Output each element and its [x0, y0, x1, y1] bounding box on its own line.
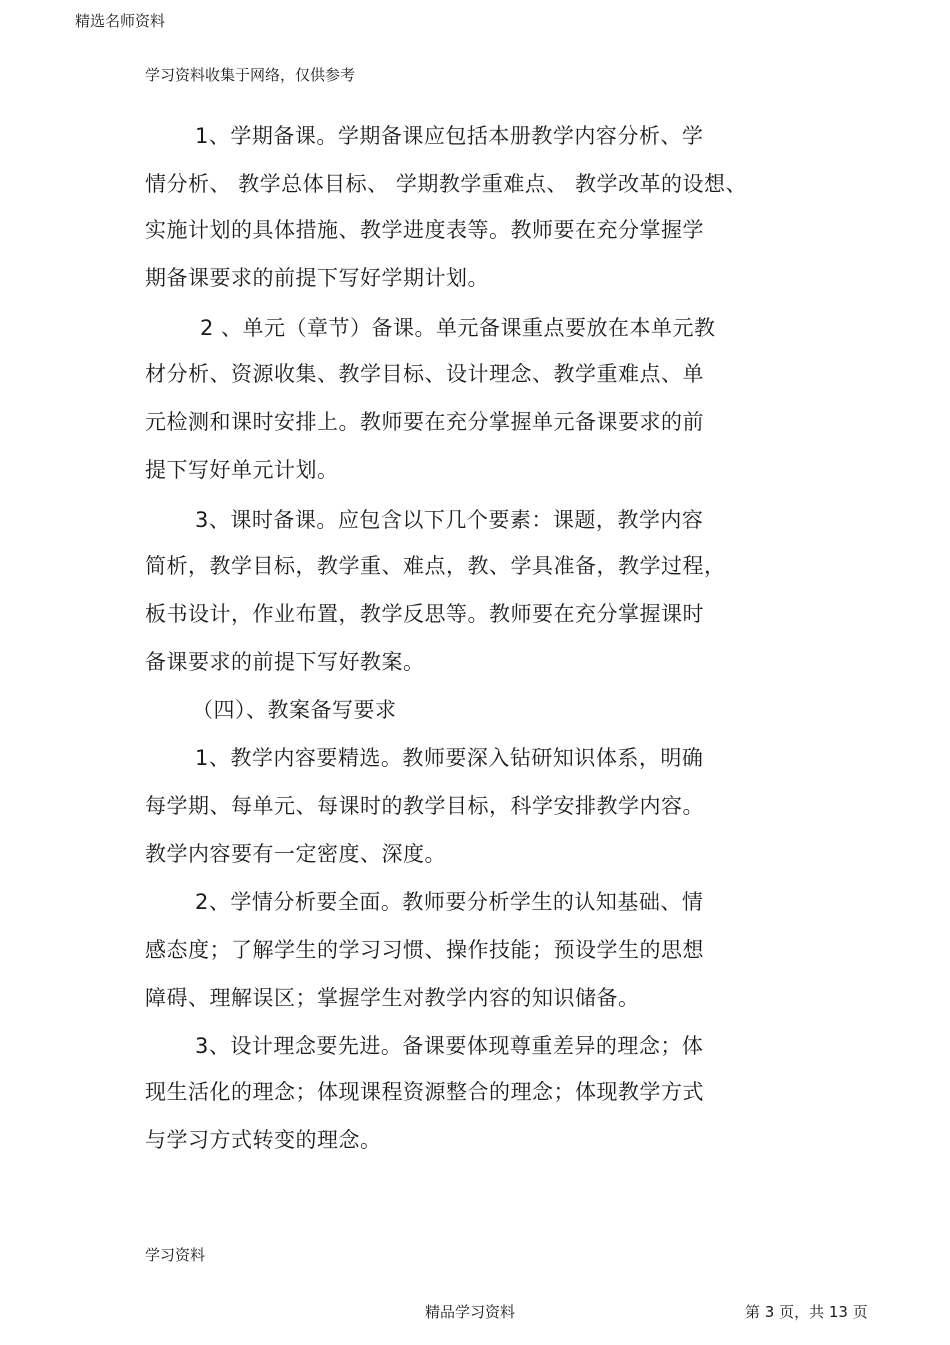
body-line: 元检测和课时安排上。教师要在充分掌握单元备课要求的前 — [145, 410, 704, 434]
body-line: 期备课要求的前提下写好学期计划。 — [145, 266, 489, 290]
footer-center-label: 精品学习资料 — [425, 1303, 516, 1321]
body-line: 障碍、理解误区；掌握学生对教学内容的知识储备。 — [145, 986, 640, 1010]
body-line: 与学习方式转变的理念。 — [145, 1128, 382, 1152]
page-number: 第 3 页，共 13 页 — [745, 1303, 868, 1321]
body-line: 1、学期备课。学期备课应包括本册教学内容分析、学 — [195, 124, 704, 148]
body-line: 备课要求的前提下写好教案。 — [145, 650, 425, 674]
body-line: 1、教学内容要精选。教师要深入钻研知识体系，明确 — [195, 746, 704, 770]
body-line: 2、学情分析要全面。教师要分析学生的认知基础、情 — [195, 890, 704, 914]
body-line: 3、设计理念要先进。备课要体现尊重差异的理念；体 — [195, 1034, 704, 1058]
study-label: 学习资料 — [145, 1246, 206, 1264]
source-note: 学习资料收集于网络，仅供参考 — [145, 66, 356, 84]
body-line: 简析，教学目标，教学重、难点，教、学具准备，教学过程， — [145, 554, 726, 578]
body-line: 3、课时备课。应包含以下几个要素：课题，教学内容 — [195, 508, 704, 532]
body-line: 情分析、 教学总体目标、 学期教学重难点、 教学改革的设想、 — [145, 172, 748, 196]
body-line: 材分析、资源收集、教学目标、设计理念、教学重难点、单 — [145, 362, 704, 386]
body-line: 现生活化的理念；体现课程资源整合的理念；体现教学方式 — [145, 1080, 704, 1104]
body-line: 感态度；了解学生的学习习惯、操作技能；预设学生的思想 — [145, 938, 704, 962]
body-line: 提下写好单元计划。 — [145, 458, 339, 482]
body-line: 板书设计，作业布置，教学反思等。教师要在充分掌握课时 — [145, 602, 704, 626]
body-line: 教学内容要有一定密度、深度。 — [145, 842, 446, 866]
body-line: 每学期、每单元、每课时的教学目标，科学安排教学内容。 — [145, 794, 704, 818]
section-heading: （四）、教案备写要求 — [192, 698, 397, 722]
body-line: 2 、单元（章节）备课。单元备课重点要放在本单元教 — [200, 316, 716, 340]
body-line: 实施计划的具体措施、教学进度表等。教师要在充分掌握学 — [145, 218, 704, 242]
top-label: 精选名师资料 — [75, 12, 166, 30]
